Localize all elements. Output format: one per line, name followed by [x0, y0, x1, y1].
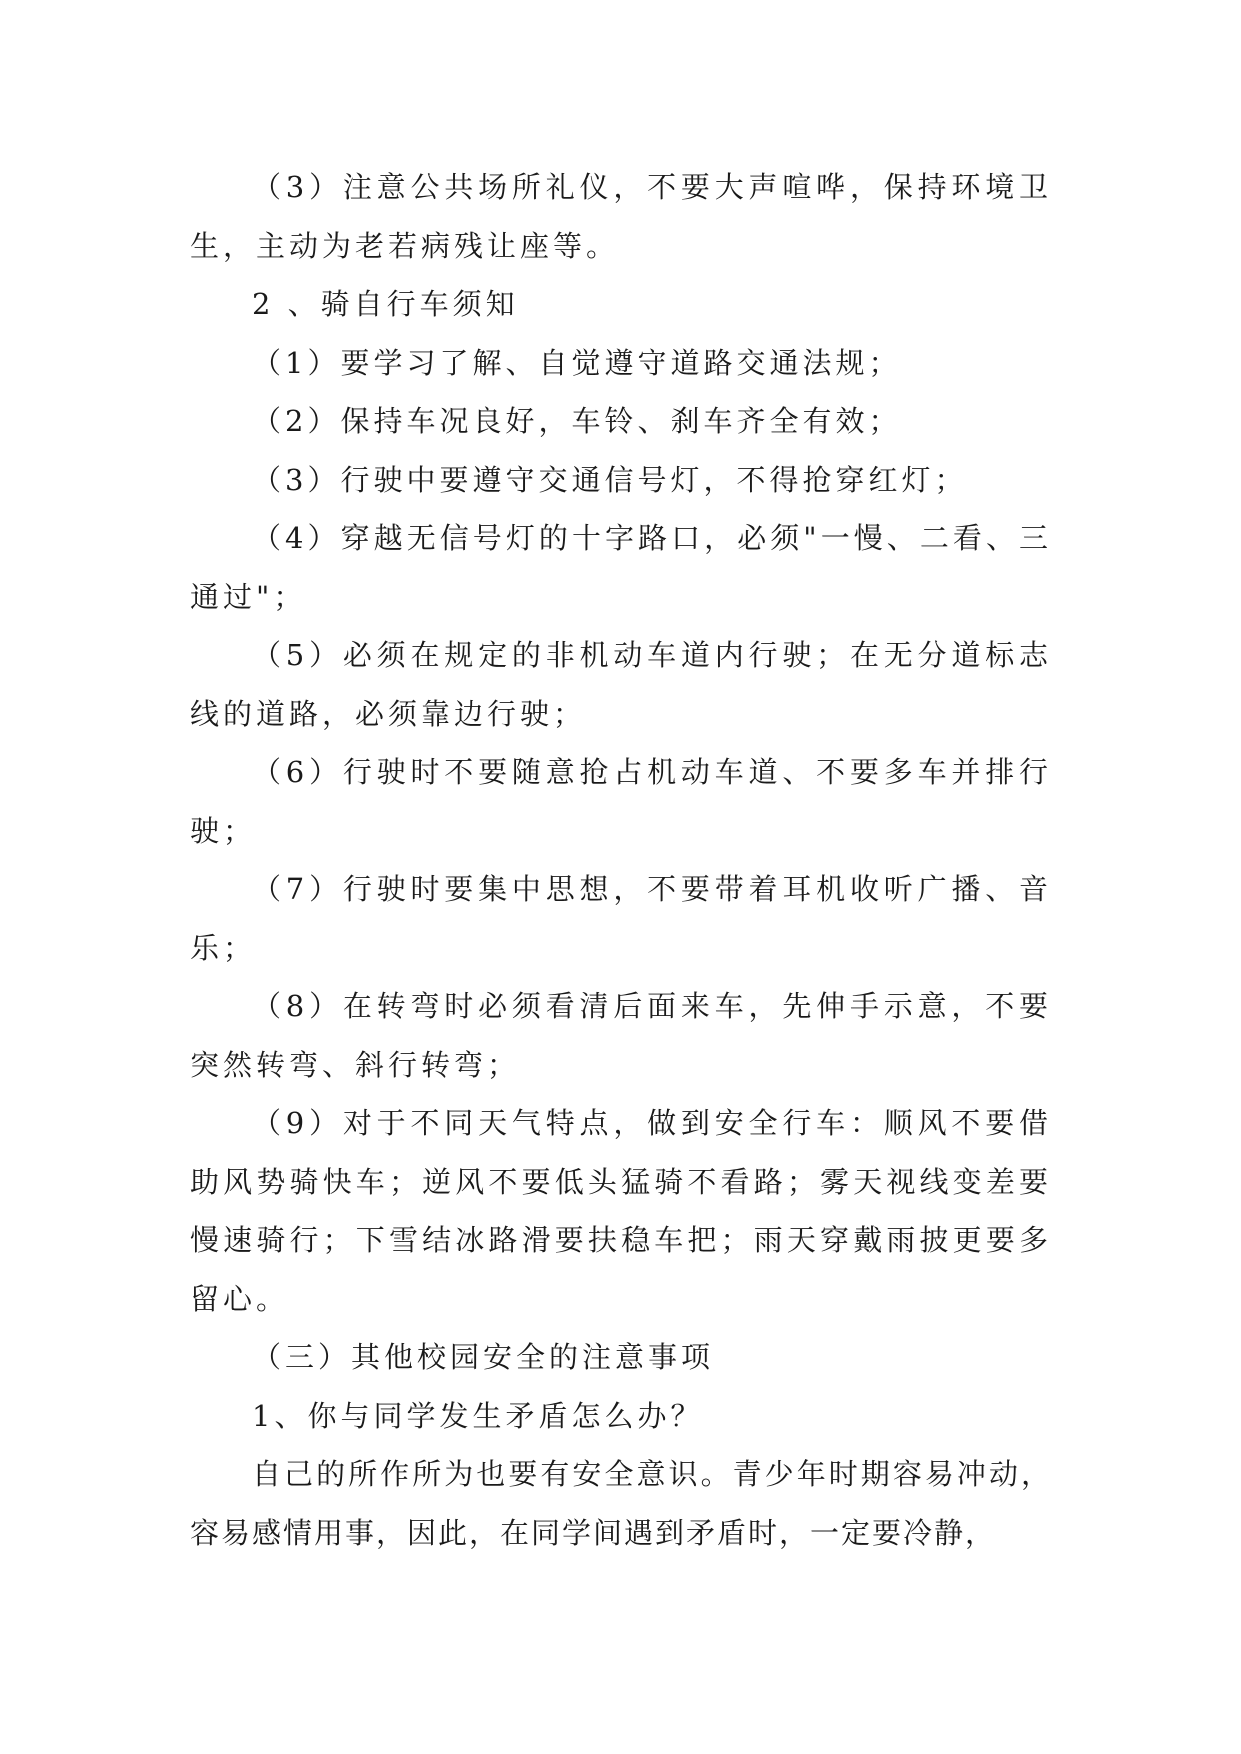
document-body [190, 158, 1052, 1562]
paragraph-rule-8: （8）在转弯时必须看清后面来车，先伸手示意，不要突然转弯、斜行转弯； [190, 989, 1052, 1082]
paragraph-rule-2: （2）保持车况良好，车铃、刹车齐全有效； [252, 404, 902, 438]
paragraph-rule-5: （5）必须在规定的非机动车道内行驶；在无分道标志线的道路，必须靠边行驶； [190, 638, 1052, 731]
paragraph-rule-9: （9）对于不同天气特点，做到安全行车：顺风不要借助风势骑快车；逆风不要低头猛骑不看路；雾天视线变差要慢速骑行；下雪结冰路滑要扶稳车把；雨天穿戴雨披更要多留心。 [190, 1106, 1052, 1316]
paragraph-rule-3: （3）行驶中要遵守交通信号灯，不得抢穿红灯； [252, 462, 968, 497]
heading-bicycle-rules: 2 、骑自行车须知 [252, 287, 519, 321]
paragraph-conflict-advice: 自己的所作所为也要有安全意识。青少年时期容易冲动，容易感情用事，因此，在同学间遇到矛盾时，一定要冷静， [190, 1457, 1052, 1550]
paragraph-rule-6: （6）行驶时不要随意抢占机动车道、不要多车并排行驶； [190, 755, 1052, 848]
heading-conflict-question: 1、你与同学发生矛盾怎么办？ [252, 1398, 704, 1433]
paragraph-rule-1: （1）要学习了解、自觉遵守道路交通法规； [252, 345, 902, 380]
heading-other-campus-safety: （三）其他校园安全的注意事项 [252, 1340, 715, 1374]
paragraph-rule-7: （7）行驶时要集中思想，不要带着耳机收听广播、音乐； [190, 872, 1052, 965]
paragraph-rule-4: （4）穿越无信号灯的十字路口，必须"一慢、二看、三通过"； [190, 521, 1052, 614]
paragraph-public-etiquette: （3）注意公共场所礼仪，不要大声喧哗，保持环境卫生，主动为老若病残让座等。 [190, 170, 1052, 263]
